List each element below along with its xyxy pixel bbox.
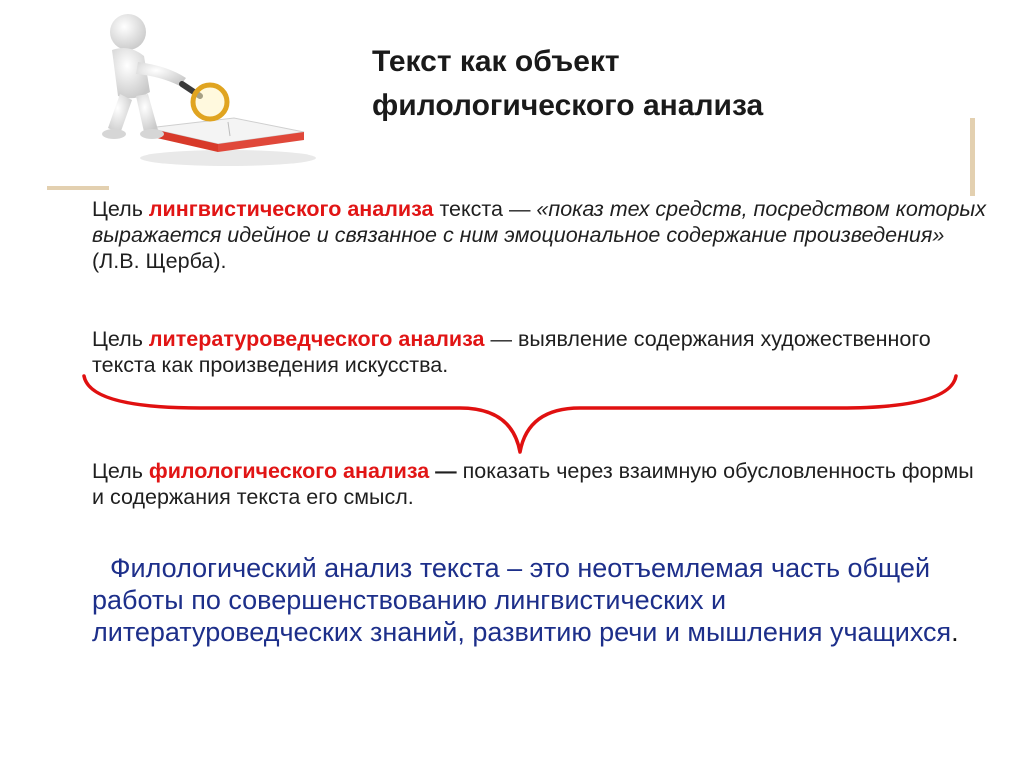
- p2-lead: Цель: [92, 327, 149, 351]
- philological-analysis-paragraph: [92, 458, 987, 510]
- closing-statement: [92, 552, 972, 648]
- title-line-2: филологического анализа: [372, 89, 764, 122]
- p3-dash: —: [429, 459, 457, 483]
- p2-term: литературоведческого анализа: [148, 327, 485, 351]
- p2-tail: — выявление содержания художественного текста как произведения искусства.: [92, 327, 931, 377]
- closing-text: Филологический анализ текста – это неотъемлемая часть общей работы по совершенствованию лингвистических и литературоведческих знаний, развитию речи и мышления учащихся: [92, 553, 952, 647]
- p3-term: филологического анализа: [148, 459, 430, 483]
- linguistic-analysis-paragraph: [92, 196, 987, 274]
- p1-term: лингвистического анализа: [148, 197, 434, 221]
- decor-bar-right: [970, 118, 975, 196]
- curly-brace-icon: [80, 372, 960, 456]
- slide-title: [372, 40, 763, 128]
- p1-lead: Цель: [92, 197, 149, 221]
- p3-lead: Цель: [92, 459, 149, 483]
- p1-tail: (Л.В. Щерба).: [92, 249, 227, 273]
- p1-mid: текста —: [433, 197, 537, 221]
- closing-end: .: [951, 617, 959, 647]
- decor-bar-left: [47, 186, 109, 190]
- figure-with-magnifier-and-book-icon: [78, 10, 318, 170]
- p1-quote: «показ тех средств, посредством которых выражается идейное и связанное с ним эмоциональное содержание произведения»: [92, 197, 986, 247]
- literary-analysis-paragraph: [92, 326, 987, 378]
- title-line-1: Текст как объект: [372, 45, 620, 78]
- p3-tail: показать через взаимную обусловленность формы и содержания текста его смысл.: [92, 459, 974, 509]
